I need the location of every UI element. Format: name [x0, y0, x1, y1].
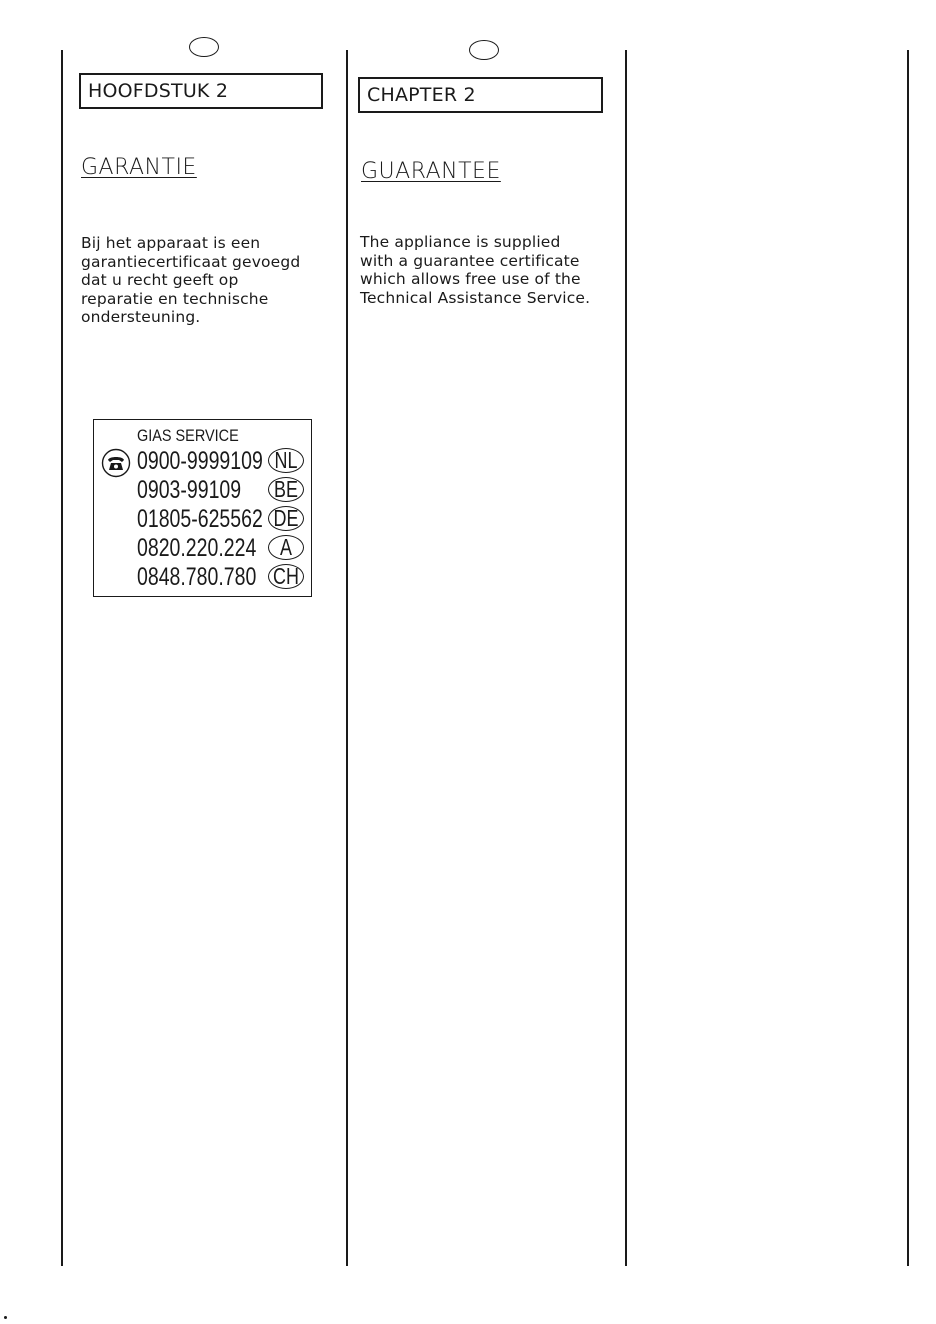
- service-phone-number: 0900-9999109: [137, 447, 263, 475]
- service-phone-number: 0903-99109: [137, 476, 242, 504]
- language-marker-dutch: [189, 37, 219, 57]
- section-title-dutch: GARANTIE: [81, 155, 197, 180]
- country-code: BE: [274, 476, 298, 502]
- country-badge-ch: [268, 564, 304, 589]
- country-code: NL: [274, 447, 298, 473]
- country-code: CH: [273, 563, 299, 589]
- country-badge-a: [268, 535, 304, 560]
- chapter-heading-english: CHAPTER 2: [358, 77, 603, 113]
- column-rule-right: [625, 50, 627, 1266]
- column-rule-edge: [907, 50, 909, 1266]
- service-phone-number: 01805-625562: [137, 505, 263, 533]
- section-title-english: GUARANTEE: [361, 159, 501, 184]
- country-badge-nl: [268, 448, 304, 473]
- country-code: DE: [273, 505, 299, 531]
- language-marker-english: [469, 40, 499, 60]
- service-title: GIAS SERVICE: [137, 426, 239, 445]
- telephone-icon: [101, 448, 131, 478]
- service-row-de: [137, 505, 307, 533]
- body-text-dutch: Bij het apparaat is een garantiecertificaat gevoegd dat u recht geeft op reparatie en technische ondersteuning.: [81, 234, 301, 326]
- service-row-a: [137, 534, 307, 562]
- service-row-ch: [137, 563, 307, 591]
- country-badge-be: [268, 477, 304, 502]
- service-phone-number: 0820.220.224: [137, 534, 257, 562]
- body-text-english: The appliance is supplied with a guarantee certificate which allows free use of the Technical Assistance Service.: [360, 233, 591, 307]
- country-code: A: [280, 534, 292, 560]
- column-rule-left: [61, 50, 63, 1266]
- service-phone-number: 0848.780.780: [137, 563, 257, 591]
- country-badge-de: [268, 506, 304, 531]
- column-rule-middle: [346, 50, 348, 1266]
- scan-mark: [4, 1316, 7, 1319]
- service-row-nl: [137, 447, 307, 475]
- chapter-heading-dutch: HOOFDSTUK 2: [79, 73, 323, 109]
- service-contact-box: [93, 419, 312, 597]
- service-row-be: [137, 476, 307, 504]
